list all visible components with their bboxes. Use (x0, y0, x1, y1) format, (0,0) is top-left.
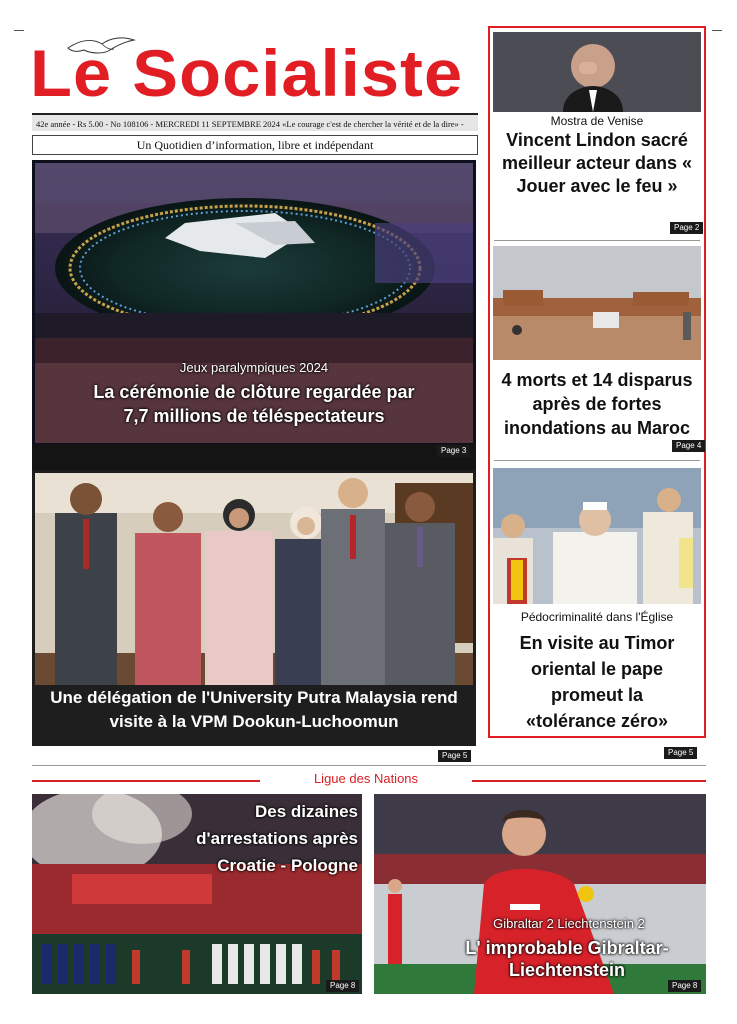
delegation-story[interactable] (32, 470, 476, 746)
pope-photo (493, 468, 701, 604)
page-ref[interactable]: Page 4 (672, 440, 705, 452)
gibraltar-story[interactable] (374, 794, 706, 994)
page-ref[interactable]: Page 5 (438, 750, 471, 762)
flood-photo (493, 246, 701, 360)
story1-kicker: Mostra de Venise (550, 114, 644, 128)
story3-kicker: Pédocriminalité dans l'Église (520, 610, 674, 624)
gibraltar-headline[interactable]: L' improbable Gibraltar-Liechtenstein (465, 938, 669, 980)
story3-headline[interactable]: En visite au Timor oriental le pape promeut la «tolérance zéro» (519, 633, 675, 731)
page-ref[interactable]: Page 3 (437, 445, 470, 457)
page-ref[interactable]: Page 5 (664, 747, 697, 759)
sidebar-box (488, 26, 706, 738)
lead-story[interactable] (32, 160, 476, 458)
croatia-story[interactable] (32, 794, 362, 994)
section-rule (32, 765, 706, 766)
tagline: Un Quotidien d’information, libre et indépendant (32, 135, 478, 155)
delegation-headline[interactable]: Une délégation de l'University Putra Malaysia rend visite à la VPM Dookun-Luchoomun (50, 688, 458, 731)
page-ref[interactable]: Page 2 (670, 222, 703, 234)
story1-headline[interactable]: Vincent Lindon sacré meilleur acteur dans « Jouer avec le feu » (501, 130, 693, 196)
lead-kicker: Jeux paralympiques 2024 (179, 360, 329, 375)
newspaper-logo[interactable]: Le Socialiste (30, 36, 464, 110)
page-ref[interactable]: Page 8 (326, 980, 359, 992)
croatia-headline[interactable]: Des dizaines d'arrestations après Croatie - Pologne (196, 802, 358, 875)
crop-mark (712, 30, 722, 31)
page-ref[interactable]: Page 8 (668, 980, 701, 992)
divider (494, 240, 700, 241)
issue-info-bar: 42e année - Rs 5.00 - No 108106 - MERCREDI 11 SEPTEMBRE 2024 «Le courage c'est de chercher la vérité et de la dire» - (32, 113, 478, 131)
lead-footer-bar (32, 444, 476, 458)
divider-bar (32, 458, 476, 470)
divider (494, 460, 700, 461)
match-score: Gibraltar 2 Liechtenstein 2 (493, 916, 645, 931)
crop-mark (14, 30, 24, 31)
delegation-photo (35, 473, 473, 685)
lindon-photo (493, 32, 701, 112)
story2-headline[interactable]: 4 morts et 14 disparus après de fortes inondations au Maroc (501, 370, 693, 438)
section-rule (472, 780, 706, 782)
section-rule (32, 780, 260, 782)
lead-headline[interactable]: La cérémonie de clôture regardée par 7,7 millions de téléspectateurs (93, 382, 415, 426)
section-title[interactable]: Ligue des Nations (313, 771, 419, 786)
